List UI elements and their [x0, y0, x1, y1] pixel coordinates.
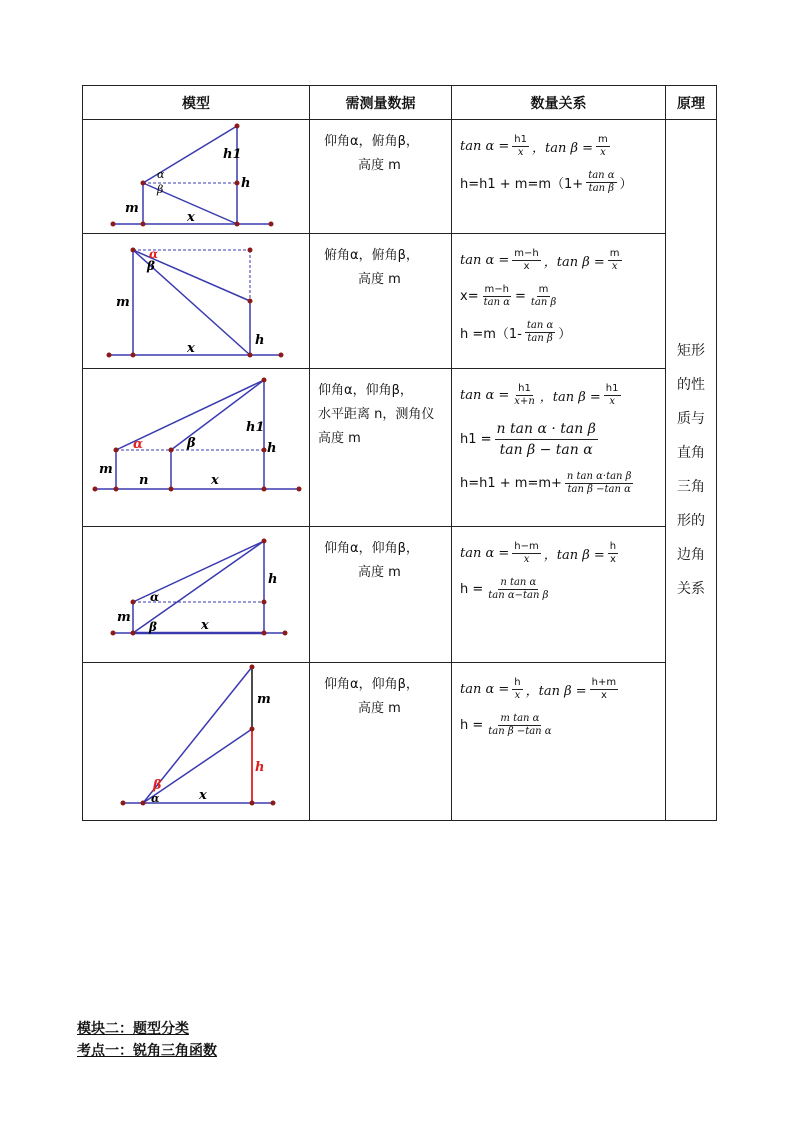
table-row: [83, 234, 717, 369]
section-heading-point: 考点一：锐角三角函数: [77, 1043, 217, 1059]
label-m: m: [116, 295, 130, 310]
formula-text: ，tan β =: [532, 140, 594, 156]
measure-line: 仰角α，仰角β，: [324, 541, 419, 556]
formula-text: ）: [619, 176, 633, 192]
label-h1: h1: [246, 420, 265, 435]
fraction: $\frac{h}{x}$: [609, 540, 617, 565]
relation-cell-5: [452, 663, 666, 821]
label-alpha: α: [133, 437, 144, 452]
label-m: m: [257, 692, 271, 707]
formula-text: tan α =: [460, 138, 510, 154]
relation-cell-1: [452, 120, 666, 234]
formula-text: tan α =: [460, 387, 510, 403]
formula-text: ，tan β =: [543, 254, 605, 270]
header-model: 模型: [83, 86, 310, 120]
principle-cell: [666, 120, 717, 821]
fraction: $\frac{\text{n tan α · tan β}}{\text{tan β − tan α}}$: [496, 420, 596, 458]
fraction: $\frac{\text{tan α}}{\text{tan β}}$: [588, 169, 615, 194]
principle-line: 的性: [677, 377, 705, 393]
formula-text: h=h1 + m=m+: [460, 475, 562, 491]
label-x: x: [187, 341, 195, 356]
diagram-svg-2: [83, 234, 309, 368]
fraction: $\frac{h-m}{x}$: [514, 540, 539, 565]
model-diagram-3: [83, 369, 310, 527]
table-row: [83, 369, 717, 527]
diagram-svg-4: [83, 527, 309, 662]
label-m: m: [125, 201, 139, 216]
fraction: $\frac{\text{m tan α}}{\text{tan β −tan α}}$: [488, 712, 552, 737]
measure-cell-2: [310, 234, 452, 369]
label-alpha: α: [149, 247, 159, 261]
label-beta: β: [153, 778, 162, 793]
formula-text: h1 =: [460, 431, 492, 447]
formula-text: h =: [460, 717, 484, 733]
label-h: h: [267, 441, 277, 456]
formula-text: x=: [460, 288, 479, 304]
fraction: $\frac{m}{\text{tan β}}$: [530, 283, 557, 308]
measure-line: 高度 m: [358, 158, 401, 173]
formula-text: h =: [460, 581, 484, 597]
measure-cell-5: [310, 663, 452, 821]
model-diagram-5: [83, 663, 310, 821]
formula-text: h=h1 + m=m（1+: [460, 176, 584, 192]
relation-cell-4: [452, 527, 666, 663]
table-row: [83, 527, 717, 663]
principle-line: 质与: [677, 411, 705, 427]
formula-text: ，tan β =: [525, 683, 587, 699]
relation-cell-2: [452, 234, 666, 369]
measure-line: 高度 m: [358, 701, 401, 716]
label-h: h: [255, 760, 265, 775]
section-heading-module: 模块二：题型分类: [77, 1021, 189, 1037]
measure-line: 仰角α，俯角β，: [324, 134, 419, 149]
principle-line: 矩形: [677, 343, 705, 359]
label-beta: β: [187, 436, 196, 451]
diagram-svg-1: [83, 120, 309, 233]
measure-line: 仰角α，仰角β，: [324, 677, 419, 692]
measure-line: 高度 m: [358, 565, 401, 580]
header-relation: 数量关系: [452, 86, 666, 120]
measure-line: 高度 m: [358, 272, 401, 287]
label-m: m: [99, 462, 113, 477]
measure-cell-1: [310, 120, 452, 234]
fraction: $\frac{\text{tan α}}{\text{tan β}}$: [526, 319, 554, 344]
principle-line: 边角: [677, 547, 705, 563]
principle-line: 关系: [677, 581, 705, 597]
label-beta: β: [149, 620, 157, 634]
measure-cell-3: [310, 369, 452, 527]
fraction: $\frac{\text{n tan α}}{\text{tan α−tan β}}$: [488, 576, 549, 601]
formula-text: tan α =: [460, 252, 510, 268]
table-row: [83, 663, 717, 821]
fraction: $\frac{h}{x}$: [514, 676, 521, 701]
label-x: x: [199, 788, 207, 803]
label-alpha: α: [151, 792, 160, 805]
model-diagram-1: [83, 120, 310, 234]
label-h: h: [268, 572, 278, 587]
formula-text: tan α =: [460, 681, 510, 697]
measure-line: 高度 m: [318, 431, 361, 446]
label-x: x: [201, 618, 209, 633]
fraction: $\frac{\text{n tan α·tan β}}{\text{tan β −tan α}}$: [566, 470, 632, 495]
label-n: n: [139, 473, 149, 488]
principle-line: 三角: [677, 479, 705, 495]
label-h: h: [241, 176, 251, 191]
principle-line: 形的: [677, 513, 705, 529]
table-header-row: [83, 86, 717, 120]
label-h: h: [255, 333, 265, 348]
fraction: $\frac{m}{x}$: [598, 133, 608, 158]
diagram-svg-5: [83, 663, 309, 820]
formula-text: tan α =: [460, 545, 510, 561]
fraction: $\frac{m-h}{x}$: [514, 247, 539, 272]
fraction: $\frac{m-h}{\text{tan α}}$: [483, 283, 510, 308]
relation-cell-3: [452, 369, 666, 527]
fraction: $\frac{m}{x}$: [609, 247, 620, 272]
label-beta: β: [157, 183, 164, 196]
label-x: x: [187, 210, 195, 225]
label-alpha: α: [150, 590, 160, 604]
table-row: [83, 120, 717, 234]
formula-text: h =m（1-: [460, 326, 522, 342]
height-measurement-table: [82, 85, 717, 821]
measure-cell-4: [310, 527, 452, 663]
header-measure: 需测量数据: [310, 86, 452, 120]
label-m: m: [117, 610, 131, 625]
fraction: $\frac{h1}{x}$: [514, 133, 527, 158]
formula-text: ）: [558, 326, 572, 342]
formula-text: =: [514, 288, 526, 304]
fraction: $\frac{h1}{x+n}$: [514, 382, 535, 407]
label-beta: β: [147, 259, 155, 273]
formula-text: ，tan β =: [539, 389, 601, 405]
measure-line: 仰角α，仰角β，: [318, 383, 413, 398]
model-diagram-4: [83, 527, 310, 663]
fraction: $\frac{h1}{x}$: [605, 382, 619, 407]
label-x: x: [211, 473, 219, 488]
formula-text: ，tan β =: [543, 547, 605, 563]
principle-line: 直角: [677, 445, 705, 461]
measure-line: 俯角α，俯角β，: [324, 248, 419, 263]
diagram-svg-3: [83, 369, 309, 526]
label-h1: h1: [223, 147, 242, 162]
fraction: $\frac{h+m}{x}$: [591, 676, 617, 701]
header-principle: 原理: [666, 86, 717, 120]
label-alpha: α: [157, 168, 165, 181]
model-diagram-2: [83, 234, 310, 369]
measure-line: 水平距离 n，测角仪: [318, 407, 435, 422]
